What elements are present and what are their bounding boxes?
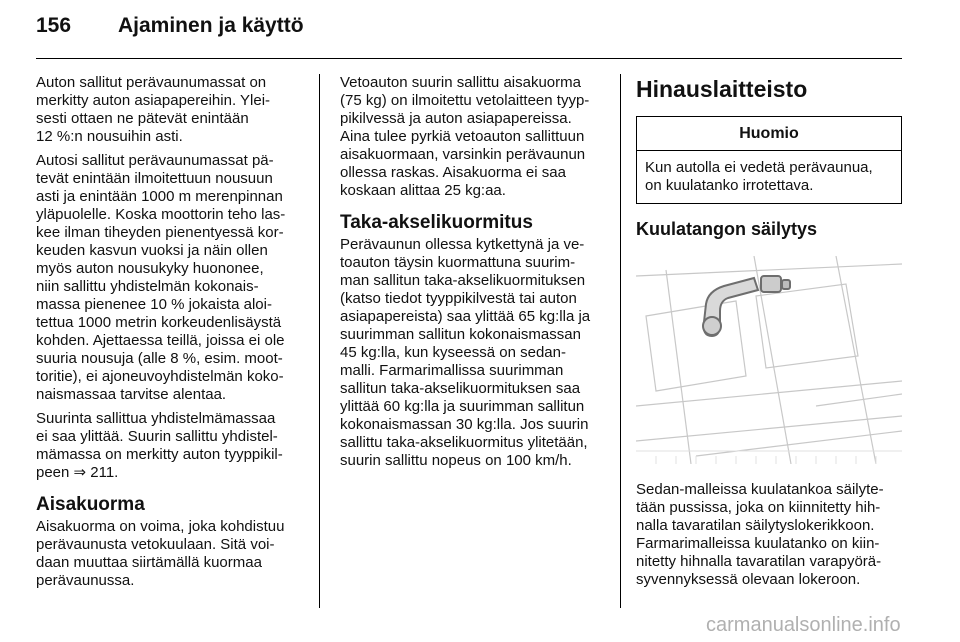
- text-line: koskaan alittaa 25 kg:aa.: [340, 182, 506, 199]
- header-divider: [36, 58, 902, 59]
- text-line: tevät enintään ilmoitettuun nousuun: [36, 170, 273, 187]
- paragraph: [636, 481, 902, 589]
- text-line: (75 kg) on ilmoitettu vetolaitteen tyyp-: [340, 92, 590, 109]
- text-line: suurimman sallitun kokonaismassan: [340, 326, 581, 343]
- section-heading: Aisakuorma: [36, 494, 145, 515]
- text-line: 45 kg:lla, kun kyseessä on sedan-: [340, 344, 566, 361]
- page-title: Ajaminen ja käyttö: [118, 14, 304, 37]
- text-line: perävaunussa.: [36, 572, 135, 589]
- text-line: pikilvessä ja auton asiapapereissa.: [340, 110, 572, 127]
- text-line: niin sallittu yhdistelmän kokonais-: [36, 278, 259, 295]
- text-line: toauton täysin kuormattuna suurim-: [340, 254, 576, 271]
- text-line: Autosi sallitut perävaunumassat pä-: [36, 152, 274, 169]
- note-box: [636, 116, 902, 204]
- towbar-storage-illustration: [636, 256, 902, 464]
- text-line: keuden kasvun vuoksi ja näin ollen: [36, 242, 268, 259]
- text-column-1: [36, 74, 306, 596]
- text-line: massa pienenee 10 % jokaista aloi-: [36, 296, 272, 313]
- text-line: sallitun taka-akselikuormituksen saa: [340, 380, 581, 397]
- text-line: naismassaa tarvitse alentaa.: [36, 386, 227, 403]
- text-line: (katso tiedot tyyppikilvestä tai auton: [340, 290, 577, 307]
- text-line: suurin sallittu nopeus on 100 km/h.: [340, 452, 572, 469]
- text-line: Vetoauton suurin sallittu aisakuorma: [340, 74, 581, 91]
- text-line: malli. Farmarimallissa suurimman: [340, 362, 564, 379]
- text-line: mämassa on merkitty auton tyyppikil-: [36, 446, 283, 463]
- text-line: Farmarimalleissa kuulatanko on kiin-: [636, 535, 880, 552]
- text-line: kokonaismassan 30 kg:lla. Jos suurin: [340, 416, 589, 433]
- paragraph: [36, 152, 306, 404]
- text-line: kee ilman tiheyden pienentyessä kor-: [36, 224, 284, 241]
- text-line: Kun autolla ei vedetä perävaunua,: [645, 159, 873, 176]
- text-line: nitetty hihnalla tavaratilan varapyörä-: [636, 553, 882, 570]
- text-line: merkitty auton asiapapereihin. Ylei-: [36, 92, 271, 109]
- text-line: Perävaunun ollessa kytkettynä ja ve-: [340, 236, 585, 253]
- text-line: man sallitun taka-akselikuormituksen: [340, 272, 586, 289]
- text-line: daan muuttaa siirtämällä kuormaa: [36, 554, 262, 571]
- text-line: tettua 1000 metrin korkeudenlisäystä: [36, 314, 282, 331]
- text-line: sallittu taka-akselikuormitus ylitetään,: [340, 434, 588, 451]
- text-line: asiapapereista) saa ylittää 65 kg:lla ja: [340, 308, 591, 325]
- text-line: toritie), ei ajoneuvoyhdistelmän koko-: [36, 368, 284, 385]
- text-line: ylittää 60 kg:lla ja suurimman sallitun: [340, 398, 585, 415]
- text-line: 12 %:n nousuihin asti.: [36, 128, 183, 145]
- text-column-2: [340, 74, 606, 476]
- paragraph: [36, 518, 306, 590]
- watermark: carmanualsonline.info: [706, 614, 901, 636]
- text-line: Suurinta sallittua yhdistelmämassaa: [36, 410, 276, 427]
- text-line: suuria nousuja (alle 8 %, esim. moot-: [36, 350, 283, 367]
- column-divider: [620, 74, 621, 608]
- text-line: ollessa raskas. Aisakuorma ei saa: [340, 164, 566, 181]
- chapter-heading: Hinauslaitteisto: [636, 76, 808, 102]
- text-line: asti ja enintään 1000 m merenpinnan: [36, 188, 283, 205]
- text-line: syvennyksessä olevaan lokeroon.: [636, 571, 861, 588]
- text-line: kohden. Ajettaessa teillä, joissa ei ole: [36, 332, 285, 349]
- text-line: Aisakuorma on voima, joka kohdistuu: [36, 518, 285, 535]
- paragraph: [340, 236, 606, 470]
- text-line: nalla tavaratilan säilytyslokerikkoon.: [636, 517, 875, 534]
- text-line: sesti ottaen ne pätevät enintään: [36, 110, 249, 127]
- column-divider: [319, 74, 320, 608]
- sub-heading: Kuulatangon säilytys: [636, 219, 818, 239]
- text-line: Sedan-malleissa kuulatankoa säilyte-: [636, 481, 884, 498]
- text-line: yläpuolelle. Koska moottorin teho las-: [36, 206, 286, 223]
- paragraph: [36, 74, 306, 146]
- note-body: [637, 151, 901, 203]
- note-title: Huomio: [637, 117, 901, 151]
- text-column-3: [636, 74, 902, 595]
- paragraph: [340, 74, 606, 200]
- section-heading: Taka-akselikuormitus: [340, 212, 533, 233]
- text-line: aisakuormaan, varsinkin perävaunun: [340, 146, 586, 163]
- text-line: Auton sallitut perävaunumassat on: [36, 74, 267, 91]
- text-line: peen ⇒ 211.: [36, 464, 119, 481]
- page-number: 156: [36, 14, 72, 37]
- text-line: tään pussissa, joka on kiinnitetty hih-: [636, 499, 881, 516]
- text-line: Aina tulee pyrkiä vetoauton sallittuun: [340, 128, 585, 145]
- text-line: ei saa ylittää. Suurin sallittu yhdistel-: [36, 428, 278, 445]
- text-line: perävaunusta vetokuulaan. Sitä voi-: [36, 536, 275, 553]
- text-line: on kuulatanko irrotettava.: [645, 177, 814, 194]
- text-line: myös auton nousukyky huononee,: [36, 260, 264, 277]
- paragraph: [36, 410, 306, 482]
